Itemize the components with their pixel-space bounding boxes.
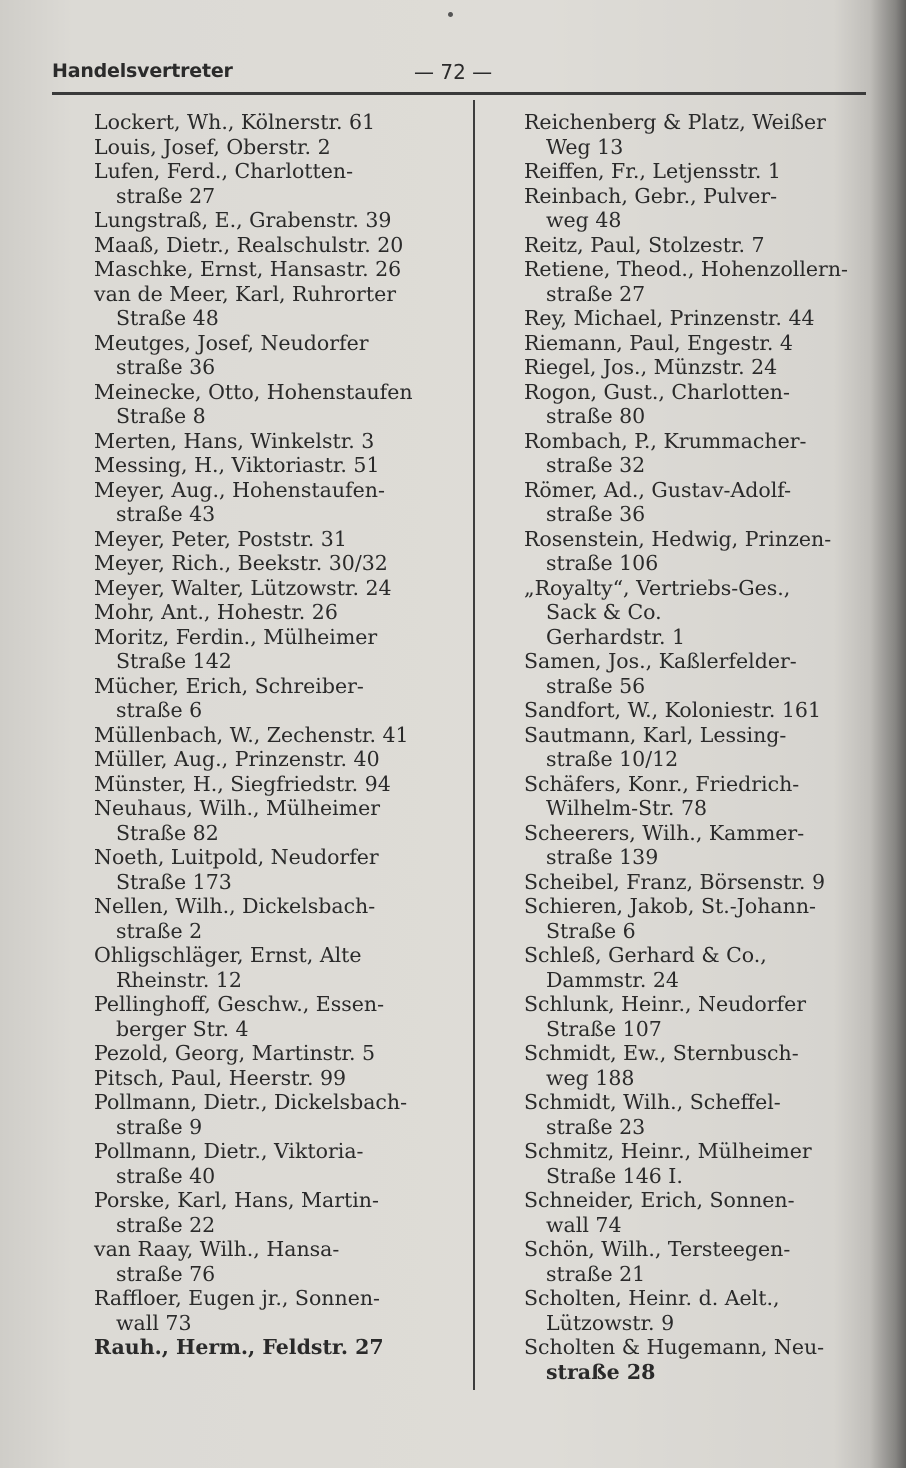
directory-entry bbox=[94, 282, 459, 331]
directory-entry bbox=[94, 110, 459, 135]
print-mark-dot bbox=[448, 12, 453, 17]
entry-name-line: Maschke, Ernst, Hansastr. 26 bbox=[94, 257, 402, 281]
entry-address-line: straße 10/12 bbox=[546, 747, 679, 771]
directory-entry bbox=[94, 845, 459, 894]
entry-name-line: Meyer, Walter, Lützowstr. 24 bbox=[94, 575, 392, 600]
entry-name-line: van Raay, Wilh., Hansa- bbox=[94, 1237, 340, 1261]
directory-entry bbox=[524, 576, 884, 650]
entry-name-line: Schieren, Jakob, St.-Johann- bbox=[524, 894, 816, 918]
entry-name-line: Nellen, Wilh., Dickelsbach- bbox=[94, 894, 376, 918]
entry-name-line: Retiene, Theod., Hohenzollern- bbox=[524, 257, 848, 281]
directory-entry bbox=[94, 772, 459, 797]
section-title: Handelsvertreter bbox=[52, 60, 233, 82]
directory-entry bbox=[524, 478, 884, 527]
entry-address-line: Wilhelm-Str. 78 bbox=[546, 796, 708, 820]
directory-entry bbox=[94, 992, 459, 1041]
right-column bbox=[524, 110, 884, 1384]
directory-entry bbox=[524, 233, 884, 258]
entry-address-line: Sack & Co. bbox=[546, 600, 662, 624]
entry-address-line: straße 139 bbox=[546, 845, 659, 869]
page-number: — 72 — bbox=[414, 60, 493, 84]
directory-entry bbox=[524, 1237, 884, 1286]
entry-address-line: Straße 173 bbox=[116, 869, 232, 894]
directory-entry bbox=[94, 1286, 459, 1335]
directory-entry bbox=[524, 894, 884, 943]
entry-address-line: Straße 107 bbox=[546, 1016, 662, 1041]
directory-entry bbox=[94, 600, 459, 625]
entry-name-line: Meyer, Rich., Beekstr. 30/32 bbox=[94, 551, 388, 575]
entry-name-line: Meinecke, Otto, Hohenstaufen bbox=[94, 379, 413, 404]
entry-name-line: Schneider, Erich, Sonnen- bbox=[524, 1188, 795, 1212]
left-column bbox=[94, 110, 459, 1360]
entry-address-line: Straße 82 bbox=[116, 820, 219, 845]
directory-entry bbox=[524, 1041, 884, 1090]
entry-name-line: Römer, Ad., Gustav-Adolf- bbox=[524, 477, 792, 502]
entry-name-line: Meyer, Peter, Poststr. 31 bbox=[94, 526, 347, 551]
directory-entry bbox=[94, 1335, 459, 1360]
entry-name-line: Messing, H., Viktoriastr. 51 bbox=[94, 453, 380, 477]
entry-name-line: Scholten, Heinr. d. Aelt., bbox=[524, 1286, 780, 1310]
directory-entry bbox=[524, 110, 884, 159]
directory-entry bbox=[524, 943, 884, 992]
directory-entry bbox=[94, 1066, 459, 1091]
entry-name-line: Raffloer, Eugen jr., Sonnen- bbox=[94, 1286, 380, 1310]
directory-entry bbox=[524, 257, 884, 306]
directory-entry bbox=[94, 478, 459, 527]
directory-entry bbox=[94, 674, 459, 723]
directory-entry bbox=[524, 1090, 884, 1139]
entry-name-line: Rey, Michael, Prinzenstr. 44 bbox=[524, 306, 815, 330]
directory-entry bbox=[524, 870, 884, 895]
entry-name-line: Pollmann, Dietr., Viktoria- bbox=[94, 1139, 364, 1163]
column-divider bbox=[473, 100, 475, 1390]
directory-entry bbox=[94, 625, 459, 674]
directory-entry bbox=[524, 331, 884, 356]
entry-address-line: straße 36 bbox=[116, 355, 216, 379]
entry-address-line: straße 80 bbox=[546, 404, 646, 428]
entry-name-line: Ohligschläger, Ernst, Alte bbox=[94, 943, 362, 967]
directory-entry bbox=[524, 1335, 884, 1384]
entry-name-line: Meutges, Josef, Neudorfer bbox=[94, 330, 369, 355]
entry-name-line: Rauh., Herm., Feldstr. 27 bbox=[94, 1335, 384, 1359]
entry-name-line: Schlunk, Heinr., Neudorfer bbox=[524, 992, 807, 1016]
entry-name-line: Schäfers, Konr., Friedrich- bbox=[524, 771, 800, 796]
entry-address-line: weg 48 bbox=[546, 208, 622, 232]
directory-entry bbox=[94, 527, 459, 552]
entry-name-line: Reiffen, Fr., Letjensstr. 1 bbox=[524, 159, 781, 183]
directory-entry bbox=[94, 233, 459, 258]
directory-entry bbox=[524, 772, 884, 821]
entry-name-line: Mohr, Ant., Hohestr. 26 bbox=[94, 600, 338, 624]
entry-address-line: Straße 48 bbox=[116, 306, 219, 330]
entry-address-line: Dammstr. 24 bbox=[546, 967, 679, 992]
directory-entry bbox=[524, 821, 884, 870]
directory-entry bbox=[524, 1188, 884, 1237]
entry-address-line: straße 27 bbox=[116, 183, 216, 208]
directory-entry bbox=[524, 159, 884, 184]
entry-name-line: Müllenbach, W., Zechenstr. 41 bbox=[94, 722, 409, 747]
directory-entry bbox=[524, 527, 884, 576]
entry-address-line: straße 56 bbox=[546, 673, 646, 698]
directory-entry bbox=[94, 1139, 459, 1188]
directory-entry bbox=[94, 1237, 459, 1286]
entry-name-line: „Royalty“, Vertriebs-Ges., bbox=[524, 575, 791, 600]
entry-address-line: straße 21 bbox=[546, 1261, 646, 1286]
directory-entry bbox=[524, 355, 884, 380]
entry-address-line: Rheinstr. 12 bbox=[116, 967, 242, 992]
entry-name-line: Reitz, Paul, Stolzestr. 7 bbox=[524, 232, 765, 257]
directory-entry bbox=[94, 257, 459, 282]
entry-name-line: Sautmann, Karl, Lessing- bbox=[524, 722, 787, 747]
entry-address-line: straße 9 bbox=[116, 1114, 203, 1139]
directory-entry bbox=[94, 429, 459, 454]
entry-name-line: Porske, Karl, Hans, Martin- bbox=[94, 1188, 379, 1212]
entry-name-line: Merten, Hans, Winkelstr. 3 bbox=[94, 428, 375, 453]
directory-entry bbox=[524, 1139, 884, 1188]
directory-entry bbox=[524, 306, 884, 331]
entry-address-line: straße 23 bbox=[546, 1114, 646, 1139]
entry-address-line: weg 188 bbox=[546, 1065, 635, 1090]
entry-name-line: Neuhaus, Wilh., Mülheimer bbox=[94, 796, 381, 820]
directory-entry bbox=[94, 208, 459, 233]
entry-name-line: Schmitz, Heinr., Mülheimer bbox=[524, 1139, 812, 1163]
directory-entry bbox=[94, 331, 459, 380]
entry-name-line: Münster, H., Siegfriedstr. 94 bbox=[94, 771, 391, 796]
directory-entry bbox=[524, 649, 884, 698]
directory-entry bbox=[94, 747, 459, 772]
directory-entry bbox=[94, 796, 459, 845]
entry-name-line: Schleß, Gerhard & Co., bbox=[524, 943, 767, 967]
entry-address-line: Weg 13 bbox=[546, 134, 624, 159]
entry-address-line: Lützowstr. 9 bbox=[546, 1310, 675, 1335]
directory-entry bbox=[524, 723, 884, 772]
entry-address-line: wall 74 bbox=[546, 1212, 622, 1237]
directory-entry bbox=[94, 576, 459, 601]
entry-name-line: Lungstraß, E., Grabenstr. 39 bbox=[94, 208, 392, 232]
entry-name-line: Pollmann, Dietr., Dickelsbach- bbox=[94, 1090, 408, 1114]
entry-name-line: Riemann, Paul, Engestr. 4 bbox=[524, 330, 793, 355]
entry-name-line: Moritz, Ferdin., Mülheimer bbox=[94, 624, 378, 649]
entry-name-line: Rogon, Gust., Charlotten- bbox=[524, 379, 790, 404]
entry-name-line: Riegel, Jos., Münzstr. 24 bbox=[524, 355, 778, 379]
entry-address-line: wall 73 bbox=[116, 1310, 192, 1335]
entry-name-line: Schön, Wilh., Tersteegen- bbox=[524, 1237, 791, 1261]
entry-address-line: straße 76 bbox=[116, 1261, 216, 1286]
entry-address-line: straße 40 bbox=[116, 1163, 216, 1188]
directory-entry bbox=[524, 380, 884, 429]
directory-entry bbox=[94, 894, 459, 943]
entry-name-line: Scheibel, Franz, Börsenstr. 9 bbox=[524, 869, 825, 894]
entry-address-line: Straße 142 bbox=[116, 649, 232, 673]
entry-address-line: straße 2 bbox=[116, 918, 203, 943]
entry-name-line: Scheerers, Wilh., Kammer- bbox=[524, 820, 805, 845]
directory-entry bbox=[94, 135, 459, 160]
entry-name-line: Müller, Aug., Prinzenstr. 40 bbox=[94, 747, 380, 771]
directory-entry bbox=[94, 159, 459, 208]
entry-name-line: Lockert, Wh., Kölnerstr. 61 bbox=[94, 110, 376, 134]
entry-address-line: straße 28 bbox=[546, 1359, 656, 1384]
entry-name-line: Louis, Josef, Oberstr. 2 bbox=[94, 134, 331, 159]
entry-name-line: Schmidt, Wilh., Scheffel- bbox=[524, 1090, 781, 1114]
entry-name-line: Sandfort, W., Koloniestr. 161 bbox=[524, 698, 821, 722]
entry-name-line: Reichenberg & Platz, Weißer bbox=[524, 110, 826, 134]
entry-address-line: straße 22 bbox=[116, 1212, 216, 1237]
entry-name-line: Noeth, Luitpold, Neudorfer bbox=[94, 845, 379, 869]
directory-entry bbox=[94, 453, 459, 478]
entry-address-line: straße 43 bbox=[116, 502, 216, 526]
entry-name-line: Scholten & Hugemann, Neu- bbox=[524, 1335, 825, 1359]
directory-entry bbox=[94, 380, 459, 429]
entry-name-line: Schmidt, Ew., Sternbusch- bbox=[524, 1041, 799, 1065]
entry-address-line: Straße 6 bbox=[546, 918, 636, 943]
header-rule bbox=[52, 92, 866, 95]
entry-name-line: Rombach, P., Krummacher- bbox=[524, 428, 807, 453]
entry-address-line: straße 36 bbox=[546, 502, 646, 526]
directory-entry bbox=[524, 992, 884, 1041]
entry-name-line: Meyer, Aug., Hohenstaufen- bbox=[94, 477, 385, 502]
entry-address-line: berger Str. 4 bbox=[116, 1016, 249, 1041]
entry-name-line: Mücher, Erich, Schreiber- bbox=[94, 673, 364, 698]
entry-address-line: straße 27 bbox=[546, 281, 646, 306]
directory-entry bbox=[524, 429, 884, 478]
directory-entry bbox=[524, 184, 884, 233]
entry-address-line: straße 6 bbox=[116, 698, 203, 722]
entry-name-line: Rosenstein, Hedwig, Prinzen- bbox=[524, 526, 832, 551]
directory-entry bbox=[94, 723, 459, 748]
entry-name-line: Pellinghoff, Geschw., Essen- bbox=[94, 992, 385, 1016]
directory-entry bbox=[94, 1188, 459, 1237]
entry-name-line: Maaß, Dietr., Realschulstr. 20 bbox=[94, 232, 404, 257]
entry-address-line: Straße 146 I. bbox=[546, 1163, 683, 1188]
entry-address-line: Straße 8 bbox=[116, 404, 206, 428]
entry-name-line: Pezold, Georg, Martinstr. 5 bbox=[94, 1041, 376, 1065]
entry-name-line: Lufen, Ferd., Charlotten- bbox=[94, 159, 354, 183]
directory-entry bbox=[94, 551, 459, 576]
directory-entry bbox=[524, 698, 884, 723]
entry-name-line: Pitsch, Paul, Heerstr. 99 bbox=[94, 1065, 347, 1090]
directory-entry bbox=[94, 943, 459, 992]
entry-address-line: straße 32 bbox=[546, 453, 646, 477]
directory-entry bbox=[524, 1286, 884, 1335]
entry-name-line: van de Meer, Karl, Ruhrorter bbox=[94, 281, 397, 306]
entry-address-line: Gerhardstr. 1 bbox=[546, 624, 686, 649]
entry-name-line: Samen, Jos., Kaßlerfelder- bbox=[524, 649, 797, 673]
entry-name-line: Reinbach, Gebr., Pulver- bbox=[524, 183, 778, 208]
entry-address-line: straße 106 bbox=[546, 551, 659, 575]
directory-entry bbox=[94, 1090, 459, 1139]
directory-entry bbox=[94, 1041, 459, 1066]
